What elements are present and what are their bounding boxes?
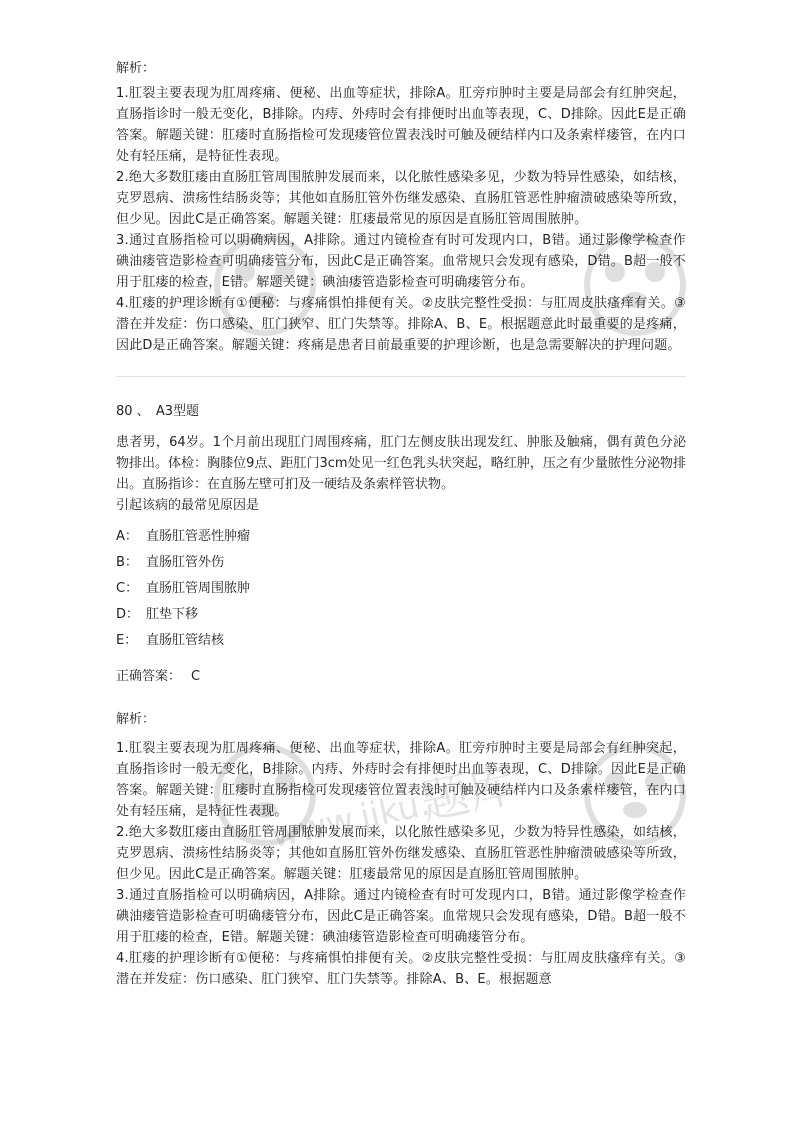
option-letter: E： (116, 633, 138, 648)
correct-answer (116, 666, 686, 687)
answer-label: 正确答案： (116, 669, 182, 684)
watermark-brand-text: 题库 (416, 756, 522, 832)
option-a[interactable] (116, 524, 686, 550)
analysis-paragraph: 2.绝大多数肛瘘由直肠肛管周围脓肿发展而来，以化脓性感染多见，少数为特异性感染，如结核，克罗恩病、溃疡性结肠炎等；其他如直肠肛管外伤继发感染、直肠肛管恶性肿瘤溃破感染等所致，但少见。因此C是正确答案。解题关键：肛瘘最常见的原因是直肠肛管周围脓肿。 (116, 825, 686, 882)
previous-analysis (116, 58, 686, 356)
option-text: 直肠肛管恶性肿瘤 (146, 529, 251, 544)
question-analysis (116, 709, 686, 990)
option-letter: D： (116, 607, 140, 622)
option-c[interactable] (116, 576, 686, 602)
option-text: 直肠肛管周围脓肿 (146, 581, 251, 596)
analysis-paragraph: 2.绝大多数肛瘘由直肠肛管周围脓肿发展而来，以化脓性感染多见，少数为特异性感染，如结核，克罗恩病、溃疡性结肠炎等；其他如直肠肛管外伤继发感染、直肠肛管恶性肿瘤溃破感染等所致，但少见。因此C是正确答案。解题关键：肛瘘最常见的原因是直肠肛管周围脓肿。 (116, 170, 686, 227)
document-page (116, 58, 686, 990)
watermark-url-text: www.jiku. (267, 783, 434, 857)
question-block (116, 401, 686, 687)
question-stem: 患者男，64岁。1个月前出现肛门周围疼痛，肛门左侧皮肤出现发红、肿胀及触痛，偶有黄色分泌物排出。体检：胸膝位9点、距肛门3cm处见一红色乳头状突起，略红肿，压之有少量脓性分泌物排出。直肠指诊：在直肠左壁可扪及一硬结及条索样管状物。 (116, 435, 686, 492)
analysis-paragraph: 1.肛裂主要表现为肛周疼痛、便秘、出血等症状，排除A。肛旁疖肿时主要是局部会有红肿突起，直肠指诊时一般无变化，B排除。内痔、外痔时会有排便时出血等表现，C、D排除。因此E是正确答案。解题关键：肛瘘时直肠指检可发现瘘管位置表浅时可触及硬结样内口及条索样瘘管，在内口处有轻压痛，是特征性表现。 (116, 86, 686, 164)
question-type: A3型题 (155, 404, 199, 419)
analysis-paragraph: 4.肛瘘的护理诊断有①便秘：与疼痛惧怕排便有关。②皮肤完整性受损：与肛周皮肤瘙痒有关。③潜在并发症：伤口感染、肛门狭窄、肛门失禁等。排除A、B、E。根据题意 (116, 951, 686, 987)
option-text: 直肠肛管结核 (146, 633, 225, 648)
answer-value: C (191, 669, 201, 684)
option-text: 直肠肛管外伤 (146, 555, 225, 570)
option-letter: C： (116, 581, 139, 596)
option-letter: A： (116, 529, 138, 544)
option-text: 肛垫下移 (146, 607, 199, 622)
analysis-paragraph: 3.通过直肠指检可以明确病因，A排除。通过内镜检查有时可发现内口，B错。通过影像学检查作碘油瘘管造影检查可明确瘘管分布，因此C是正确答案。血常规只会发现有感染，D错。B超一般不用于肛瘘的检查，E错。解题关键：碘油瘘管造影检查可明确瘘管分布。 (116, 233, 686, 290)
option-d[interactable] (116, 602, 686, 628)
analysis-paragraph: 1.肛裂主要表现为肛周疼痛、便秘、出血等症状，排除A。肛旁疖肿时主要是局部会有红肿突起，直肠指诊时一般无变化，B排除。内痔、外痔时会有排便时出血等表现，C、D排除。因此E是正确答案。解题关键：肛瘘时直肠指检可发现瘘管位置表浅时可触及硬结样内口及条索样瘘管，在内口处有轻压痛，是特征性表现。 (116, 741, 686, 819)
analysis-paragraph: 4.肛瘘的护理诊断有①便秘：与疼痛惧怕排便有关。②皮肤完整性受损：与肛周皮肤瘙痒有关。③潜在并发症：伤口感染、肛门狭窄、肛门失禁等。排除A、B、E。根据题意此时最重要的是疼痛，因此D是正确答案。解题关键：疼痛是患者目前最重要的护理诊断，也是急需要解决的护理问题。 (116, 296, 686, 353)
analysis-label: 解析： (116, 61, 156, 76)
question-number: 80 、 (116, 404, 150, 419)
option-b[interactable] (116, 550, 686, 576)
option-e[interactable] (116, 628, 686, 654)
section-divider (116, 376, 686, 377)
option-list (116, 524, 686, 654)
option-letter: B： (116, 555, 138, 570)
analysis-paragraph: 3.通过直肠指检可以明确病因，A排除。通过内镜检查有时可发现内口，B错。通过影像学检查作碘油瘘管造影检查可明确瘘管分布，因此C是正确答案。血常规只会发现有感染，D错。B超一般不用于肛瘘的检查，E错。解题关键：碘油瘘管造影检查可明确瘘管分布。 (116, 888, 686, 945)
question-prompt: 引起该病的最常见原因是 (116, 498, 260, 513)
question-header (116, 401, 686, 422)
analysis-label: 解析： (116, 712, 156, 727)
